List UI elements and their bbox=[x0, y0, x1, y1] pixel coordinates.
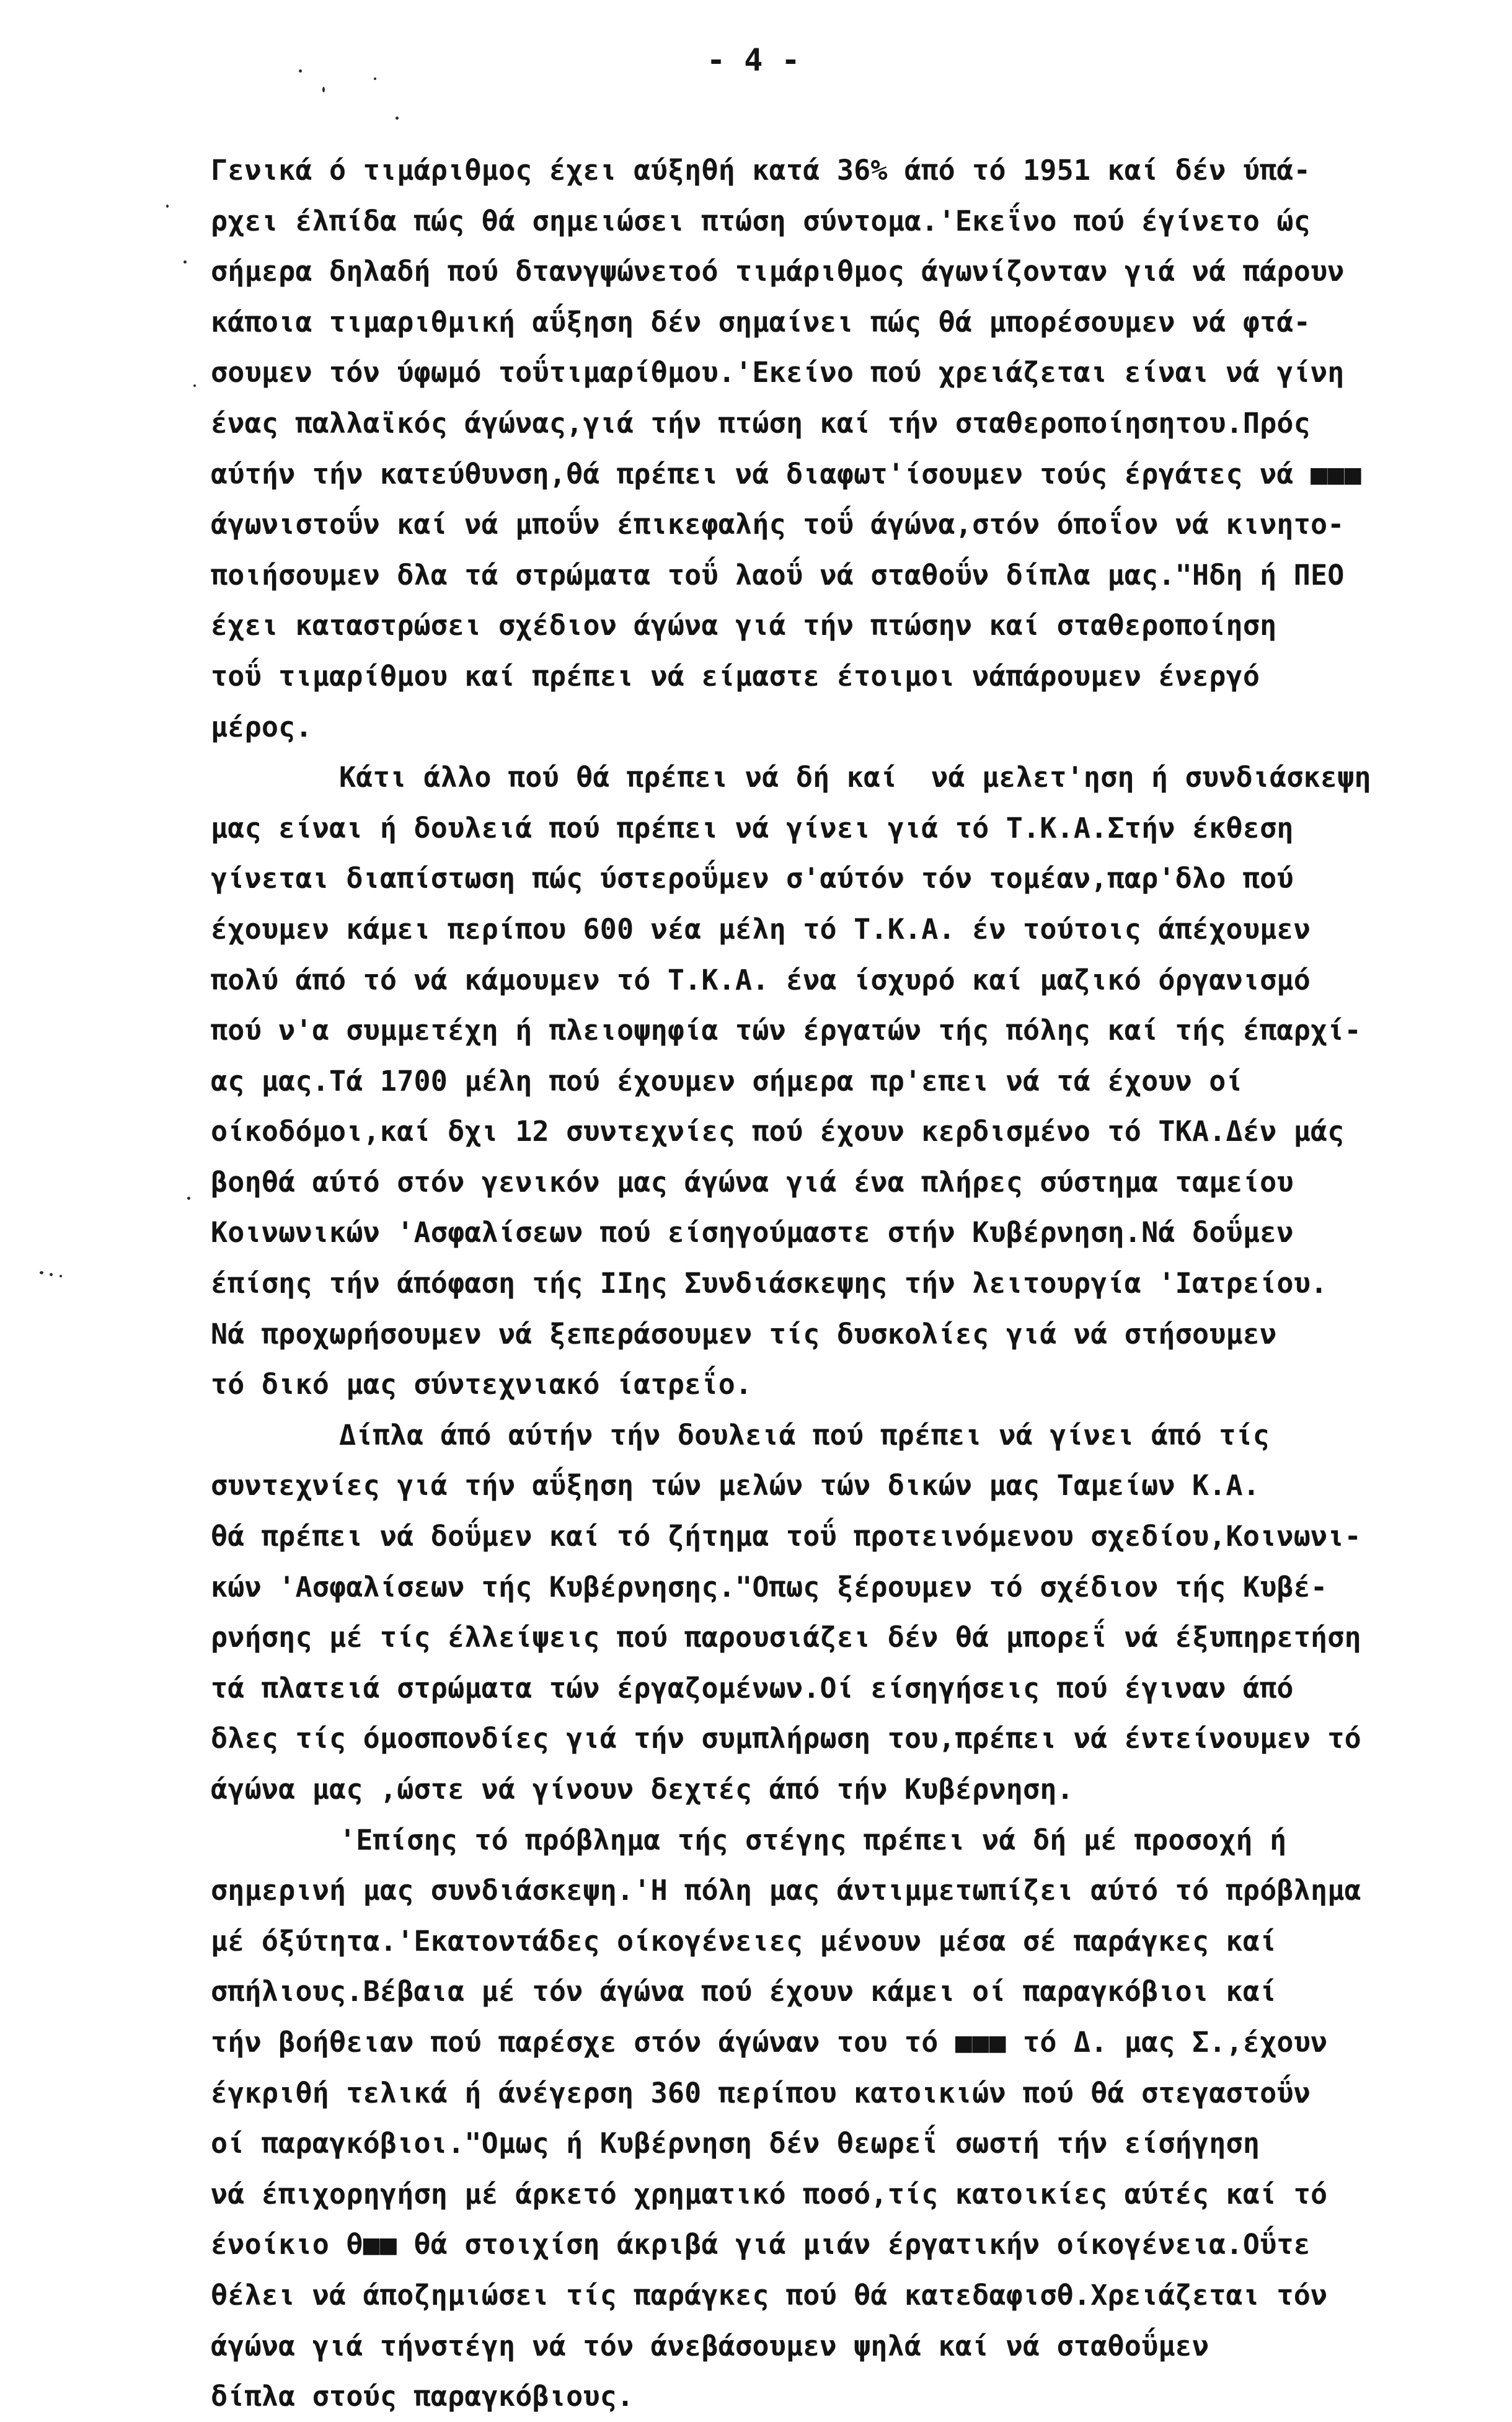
text-line: πού ν'α συμμετέχη ή πλειοψηφία τών έργατών τής πόλης καί τής έπαρχί- bbox=[211, 1014, 1361, 1047]
text-line: έχει καταστρώσει σχέδιον άγώνα γιά τήν πτώσην καί σταθεροποίηση bbox=[211, 609, 1277, 642]
text-line: Δίπλα άπό αύτήν τήν δουλειά πού πρέπει νά γίνει άπό τίς bbox=[339, 1418, 1270, 1452]
scan-speck bbox=[50, 1273, 53, 1276]
text-line: άγωνιστοΰν καί νά μποΰν έπικεφαλής τοΰ άγώνα,στόν όποΐον νά κινητο- bbox=[211, 508, 1345, 541]
text-line: ρχει έλπίδα πώς θά σημειώσει πτώση σύντομα.'Εκεΐνο πού έγίνετο ώς bbox=[211, 204, 1311, 237]
text-line: κών 'Ασφαλίσεων τής Κυβέρνησης."Οπως ξέρουμεν τό σχέδιον τής Κυβέ- bbox=[211, 1570, 1328, 1604]
text-line: έγκριθή τελικά ή άνέγερση 360 περίπου κατοικιών πού θά στεγαστοΰν bbox=[211, 2076, 1311, 2109]
text-line: ρνήσης μέ τίς έλλείψεις πού παρουσιάζει δέν θά μπορεΐ νά έξυπηρετήση bbox=[211, 1621, 1361, 1654]
text-line: ποιήσουμεν δλα τά στρώματα τοΰ λαοΰ νά σταθοΰν δίπλα μας."Ηδη ή ΠΕΟ bbox=[211, 558, 1345, 592]
text-line: μας είναι ή δουλειά πού πρέπει νά γίνει γιά τό Τ.Κ.Α.Στήν έκθεση bbox=[211, 811, 1294, 845]
text-line: θέλει νά άποζημιώσει τίς παράγκες πού θά κατεδαφισθ.Χρειάζεται τόν bbox=[211, 2278, 1328, 2312]
text-line: νά έπιχορηγήση μέ άρκετό χρηματικό ποσό,τίς κατοικίες αύτές καί τό bbox=[211, 2177, 1328, 2211]
text-line: συντεχνίες γιά τήν αΰξηση τών μελών τών δικών μας Ταμείων Κ.Α. bbox=[211, 1469, 1260, 1502]
text-line: ένοίκιο θ■■ θά στοιχίση άκριβά γιά μιάν έργατικήν οίκογένεια.Οΰτε bbox=[211, 2228, 1311, 2261]
text-line: ας μας.Τά 1700 μέλη πού έχουμεν σήμερα πρ'επει νά τά έχουν οί bbox=[211, 1064, 1243, 1098]
scan-speck bbox=[374, 78, 376, 80]
text-line: Κάτι άλλο πού θά πρέπει νά δή καί νά μελετ'ηση ή συνδιάσκεψη bbox=[339, 761, 1371, 794]
text-line: μέρος. bbox=[211, 710, 312, 743]
scan-speck bbox=[60, 1275, 62, 1277]
text-line: θά πρέπει νά δοΰμεν καί τό ζήτημα τοΰ προτεινόμενου σχεδίου,Κοινωνι- bbox=[211, 1520, 1361, 1553]
text-line: τήν βοήθειαν πού παρέσχε στόν άγώναν του τό ■■■ τό Δ. μας Σ.,έχουν bbox=[211, 2025, 1328, 2059]
text-line: οίκοδόμοι,καί δχι 12 συντεχνίες πού έχουν κερδισμένο τό ΤΚΑ.Δέν μάς bbox=[211, 1115, 1345, 1148]
text-line: σημερινή μας συνδιάσκεψη.'Η πόλη μας άντιμμετωπίζει αύτό τό πρόβλημα bbox=[211, 1874, 1361, 1907]
text-line: άγώνα γιά τήνστέγη νά τόν άνεβάσουμεν ψηλά καί νά σταθοΰμεν bbox=[211, 2329, 1209, 2362]
scan-speck bbox=[193, 384, 196, 387]
text-line: έχουμεν κάμει περίπου 600 νέα μέλη τό Τ.Κ.Α. έν τούτοις άπέχουμεν bbox=[211, 912, 1311, 946]
text-line: γίνεται διαπίστωση πώς ύστεροΰμεν σ'αύτόν τόν τομέαν,παρ'δλο πού bbox=[211, 862, 1294, 895]
text-line: Νά προχωρήσουμεν νά ξεπεράσουμεν τίς δυσκολίες γιά νά στήσουμεν bbox=[211, 1317, 1277, 1351]
text-line: 'Επίσης τό πρόβλημα τής στέγης πρέπει νά δή μέ προσοχή ή bbox=[339, 1823, 1287, 1856]
text-line: σπήλιους.Βέβαια μέ τόν άγώνα πού έχουν κάμει οί παραγκόβιοι καί bbox=[211, 1975, 1277, 2008]
page-number: - 4 - bbox=[707, 42, 800, 78]
text-line: σήμερα δηλαδή πού δτανγψώνετοό τιμάριθμος άγωνίζονταν γιά νά πάρουν bbox=[211, 255, 1345, 288]
text-line: τό δικό μας σύντεχνιακό ίατρεΐο. bbox=[211, 1368, 753, 1401]
scan-speck bbox=[183, 260, 187, 264]
text-line: δίπλα στούς παραγκόβιους. bbox=[211, 2380, 634, 2413]
text-line: Κοινωνικών 'Ασφαλίσεων πού είσηγούμαστε στήν Κυβέρνηση.Νά δοΰμεν bbox=[211, 1216, 1294, 1249]
text-line: αύτήν τήν κατεύθυνση,θά πρέπει νά διαφωτ'ίσουμεν τούς έργάτες νά ■■■ bbox=[211, 457, 1361, 490]
scan-speck bbox=[396, 117, 399, 120]
text-line: κάποια τιμαριθμική αΰξηση δέν σημαίνει πώς θά μπορέσουμεν νά φτά- bbox=[211, 305, 1311, 339]
text-line: άγώνα μας ,ώστε νά γίνουν δεχτές άπό τήν Κυβέρνηση. bbox=[211, 1773, 1074, 1806]
scan-speck bbox=[40, 1271, 43, 1274]
text-line: ένας παλλαϊκός άγώνας,γιά τήν πτώση καί τήν σταθεροποίησητου.Πρός bbox=[211, 406, 1311, 440]
text-line: πολύ άπό τό νά κάμουμεν τό Τ.Κ.Α. ένα ίσχυρό καί μαζικό όργανισμό bbox=[211, 963, 1311, 996]
text-line: βοηθά αύτό στόν γενικόν μας άγώνα γιά ένα πλήρες σύστημα ταμείου bbox=[211, 1165, 1294, 1199]
text-line: μέ όξύτητα.'Εκατοντάδες οίκογένειες μένουν μέσα σέ παράγκες καί bbox=[211, 1924, 1277, 1958]
text-line: οί παραγκόβιοι."Ομως ή Κυβέρνηση δέν θεωρεΐ σωστή τήν είσήγηση bbox=[211, 2127, 1260, 2160]
text-line: σουμεν τόν ύφωμό τοΰτιμαρίθμου.'Εκείνο πού χρειάζεται είναι νά γίνη bbox=[211, 356, 1345, 389]
text-line: δλες τίς όμοσπονδίες γιά τήν συμπλήρωση του,πρέπει νά έντείνουμεν τό bbox=[211, 1722, 1361, 1755]
scan-speck bbox=[299, 69, 302, 73]
scan-speck bbox=[166, 205, 169, 208]
typed-text-body bbox=[211, 145, 1488, 2422]
text-line: έπίσης τήν άπόφαση τής IIης Συνδιάσκεψης τήν λειτουργία 'Ιατρείου. bbox=[211, 1267, 1328, 1300]
text-line: Γενικά ό τιμάριθμος έχει αύξηθή κατά 36% άπό τό 1951 καί δέν ύπά- bbox=[211, 154, 1311, 187]
scan-speck bbox=[187, 1197, 190, 1200]
text-line: τοΰ τιμαρίθμου καί πρέπει νά είμαστε έτοιμοι νάπάρουμεν ένεργό bbox=[211, 659, 1260, 693]
scan-speck bbox=[322, 87, 325, 92]
text-line: τά πλατειά στρώματα τών έργαζομένων.Οί είσηγήσεις πού έγιναν άπό bbox=[211, 1671, 1294, 1705]
